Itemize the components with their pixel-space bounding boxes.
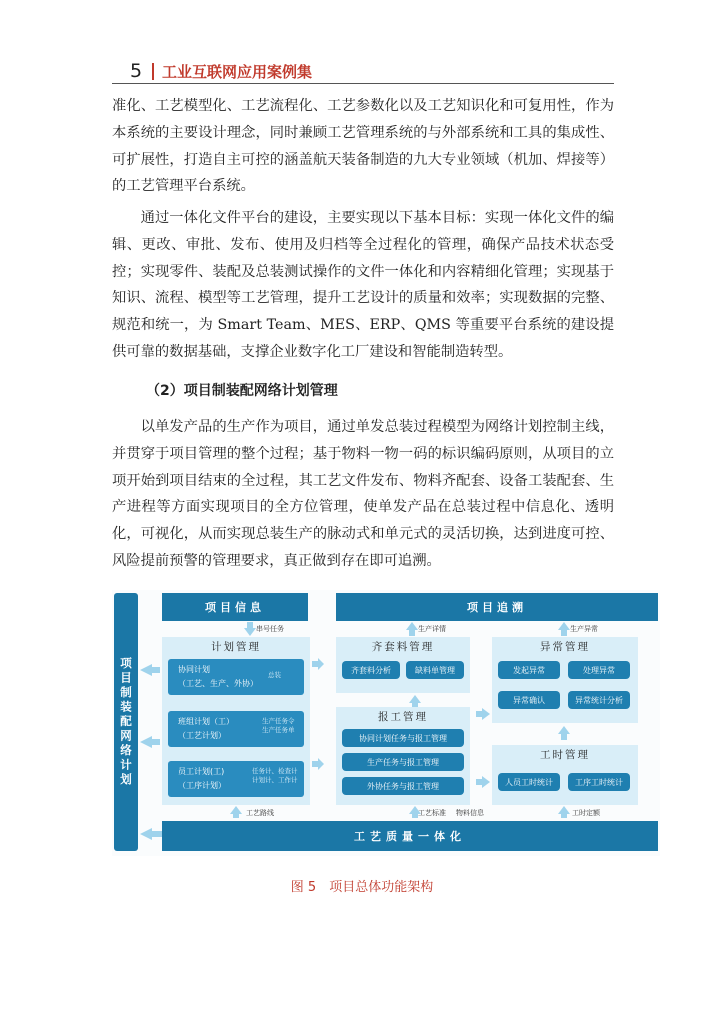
- plan-management-title: 计划管理: [211, 641, 261, 653]
- report-item-production: 生产任务与报工管理: [342, 753, 464, 771]
- plan-item-side: 总装: [268, 671, 281, 679]
- architecture-diagram: [112, 590, 660, 856]
- section-subheading: （2）项目制装配网络计划管理: [146, 383, 338, 399]
- project-trace-bar: 项目追溯: [336, 593, 658, 621]
- report-management-panel: [336, 707, 470, 805]
- plan-item-side: 任务计、检查计 计划计、工作计: [252, 767, 298, 784]
- plan-item-side: 生产任务令 生产任务单: [262, 717, 295, 734]
- network-plan-label: 项目制装配网络计划: [119, 656, 133, 788]
- process-quality-integration-bar: 工艺质量一体化: [162, 821, 658, 851]
- plan-item-employee: [168, 761, 304, 797]
- kitting-management-title: 齐套料管理: [371, 641, 435, 653]
- exception-handle-button: 处理异常: [568, 661, 630, 679]
- paragraph-1: 准化、工艺模型化、工艺流程化、工艺参数化以及工艺知识化和可复用性，作为本系统的主要设计理念，同时兼顾工艺管理系统的与外部系统和工具的集成性、可扩展性，打造自主可控的涵盖航天装备制造的九大专业领域（机加、焊接等）的工艺管理平台系统。: [112, 98, 614, 195]
- plan-item-label: 班组计划（工）: [178, 717, 234, 726]
- report-management-title: 报工管理: [378, 711, 428, 723]
- kitting-management-panel: [336, 637, 470, 693]
- flow-label-production-exception: 生产异常: [570, 625, 598, 633]
- running-title: 工业互联网应用案例集: [162, 63, 313, 81]
- personnel-hours-button: 人员工时统计: [498, 773, 560, 791]
- shortage-management-button: 缺料单管理: [406, 661, 464, 679]
- paragraph-2: 通过一体化文件平台的建设，主要实现以下基本目标：实现一体化文件的编辑、更改、审批、发布、使用及归档等全过程化的管理，确保产品技术状态受控；实现零件、装配及总装测试操作的文件一体化和内容精细化管理；实现基于知识、流程、模型等工艺管理，提升工艺设计的质量和效率；实现数据的完整、规范和统一，为 Smart Team、MES、ERP、QMS 等重要平台系统的建设提供可靠的数据基础，支撑企业数字化工厂建设和智能制造转型。: [112, 210, 614, 360]
- exception-management-panel: [492, 637, 638, 723]
- plan-item-team: [168, 711, 304, 747]
- plan-item-collaborative: [168, 659, 304, 695]
- process-hours-button: 工序工时统计: [568, 773, 630, 791]
- page-number: 5: [130, 60, 143, 82]
- exception-stats-button: 异常统计分析: [568, 691, 630, 709]
- exception-initiate-button: 发起异常: [498, 661, 560, 679]
- hours-management-panel: [492, 745, 638, 805]
- project-info-bar: 项目信息: [162, 593, 308, 621]
- plan-item-label: 协同计划: [178, 665, 210, 674]
- flow-label-time-quota: 工时定额: [572, 809, 600, 817]
- plan-item-sub: （工艺计划）: [178, 731, 226, 740]
- flow-label-production-detail: 生产详情: [418, 625, 446, 633]
- kitting-analysis-button: 齐套料分析: [342, 661, 400, 679]
- flow-label-task: 串号任务: [256, 625, 284, 633]
- plan-item-sub: （工艺、生产、外协）: [178, 679, 258, 688]
- flow-label-material-info: 物料信息: [456, 809, 484, 817]
- page-header: [112, 60, 614, 84]
- exception-management-title: 异常管理: [540, 641, 590, 653]
- paragraph-3: 以单发产品的生产作为项目，通过单发总装过程模型为网络计划控制主线，并贯穿于项目管理的整个过程；基于物料一物一码的标识编码原则，从项目的立项开始到项目结束的全过程，其工艺文件发布、物料齐配套、设备工装配套、生产进程等方面实现项目的全方位管理，使单发产品在总装过程中信息化、透明化，可视化，从而实现总装生产的脉动式和单元式的灵活切换，达到进度可控、风险提前预警的管理要求，真正做到存在即可追溯。: [112, 419, 614, 569]
- header-rule: [112, 83, 614, 84]
- plan-item-sub: （工序计划）: [178, 781, 226, 790]
- report-item-collaborative: 协同计划任务与报工管理: [342, 729, 464, 747]
- plan-management-panel: [162, 637, 310, 805]
- exception-confirm-button: 异常确认: [498, 691, 560, 709]
- flow-label-process-standard: 工艺标准: [418, 809, 446, 817]
- header-divider: [152, 63, 154, 80]
- plan-item-label: 员工计划(工): [178, 767, 225, 776]
- network-plan-column: [114, 593, 138, 851]
- flow-label-process-route: 工艺路线: [246, 809, 274, 817]
- figure-caption: 图 5 项目总体功能架构: [290, 880, 434, 895]
- hours-management-title: 工时管理: [540, 749, 590, 761]
- report-item-outsourcing: 外协任务与报工管理: [342, 777, 464, 795]
